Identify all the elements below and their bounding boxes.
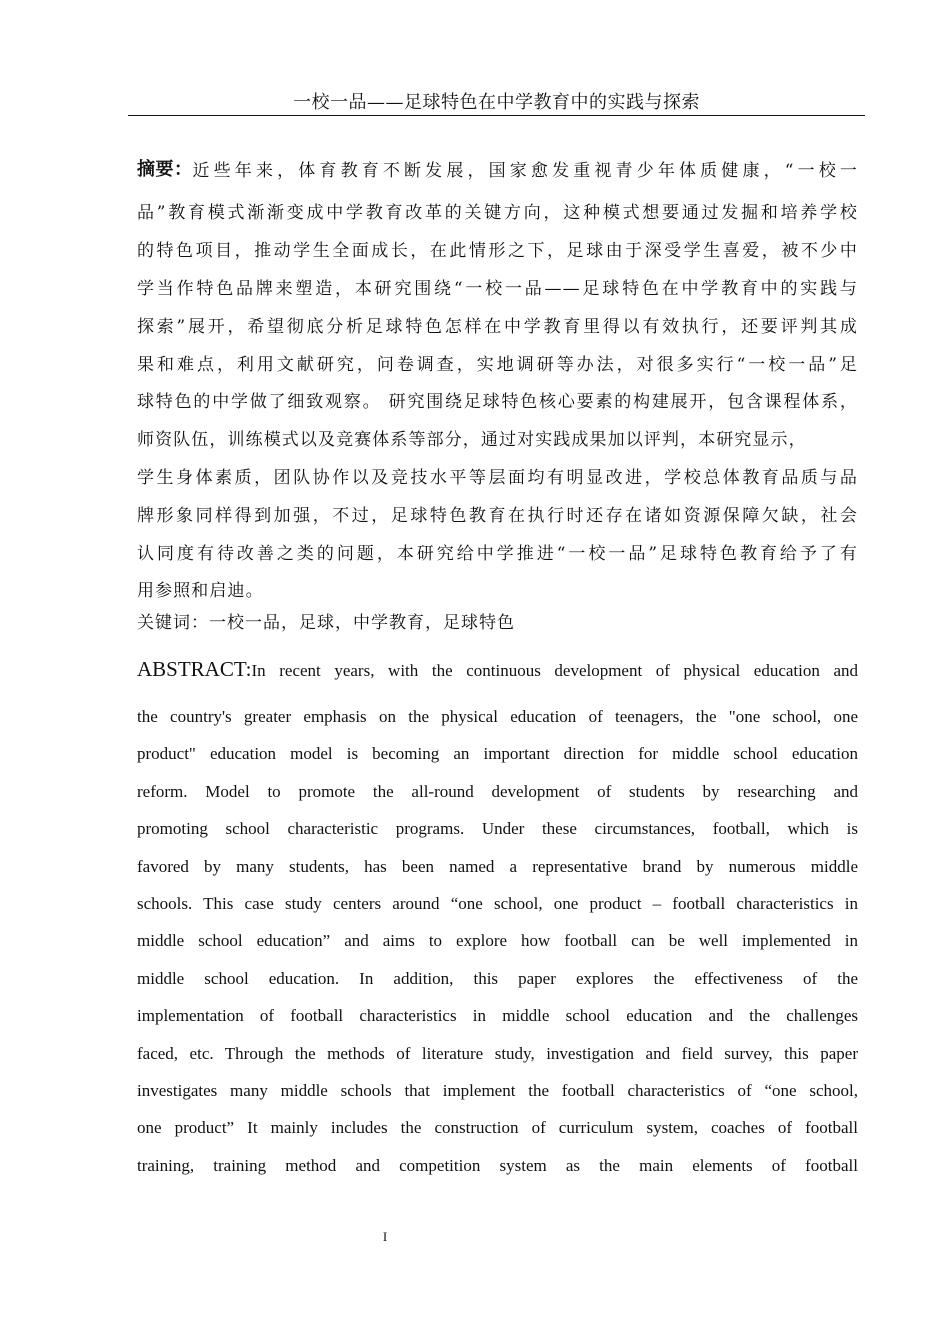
chinese-abstract-text: 学生身体素质，团队协作以及竞技水平等层面均有明显改进，学校总体教育品质与品 bbox=[137, 467, 858, 488]
chinese-abstract-text: 果和难点，利用文献研究，问卷调查，实地调研等办法，对很多实行“一校一品”足 bbox=[137, 354, 858, 375]
english-abstract-text: middle school education” and aims to explore how football can be well implemented in bbox=[137, 931, 858, 951]
chinese-abstract-text: 认同度有待改善之类的问题，本研究给中学推进“一校一品”足球特色教育给予了有 bbox=[137, 543, 858, 564]
keywords-line bbox=[137, 608, 858, 633]
english-abstract-text: product" education model is becoming an important direction for middle school education bbox=[137, 744, 858, 764]
english-abstract-text: reform. Model to promote the all-round development of students by researching and bbox=[137, 781, 858, 801]
chinese-abstract-text: 近些年来，体育教育不断发展，国家愈发重视青少年体质健康，“一校一 bbox=[192, 160, 858, 181]
english-abstract bbox=[137, 654, 858, 1188]
english-abstract-text: implementation of football characteristics in middle school education and the challenges bbox=[137, 1006, 858, 1026]
chinese-abstract bbox=[137, 144, 858, 608]
english-abstract-text: In recent years, with the continuous development of physical education and bbox=[251, 661, 858, 680]
keywords-text: 一校一品，足球，中学教育，足球特色 bbox=[209, 613, 515, 633]
chinese-abstract-text: 探索”展开，希望彻底分析足球特色怎样在中学教育里得以有效执行，还要评判其成 bbox=[137, 316, 858, 337]
english-abstract-text: one product” It mainly includes the construction of curriculum system, coaches of football bbox=[137, 1118, 858, 1138]
chinese-abstract-text: 学当作特色品牌来塑造，本研究围绕“一校一品——足球特色在中学教育中的实践与 bbox=[137, 278, 858, 299]
english-abstract-text: schools. This case study centers around “one school, one product – football characteristics in bbox=[137, 893, 858, 913]
chinese-abstract-line bbox=[137, 144, 858, 192]
english-abstract-text: favored by many students, has been named a representative brand by numerous middle bbox=[137, 856, 858, 876]
english-abstract-line bbox=[137, 654, 858, 702]
chinese-abstract-text: 球特色的中学做了细致观察。 研究围绕足球特色核心要素的构建展开，包含课程体系， bbox=[137, 392, 858, 413]
header-rule bbox=[128, 115, 865, 116]
chinese-abstract-text: 的特色项目，推动学生全面成长，在此情形之下，足球由于深受学生喜爱，被不少中 bbox=[137, 241, 858, 262]
english-abstract-text: investigates many middle schools that implement the football characteristics of “one school, bbox=[137, 1080, 858, 1100]
english-abstract-text: middle school education. In addition, this paper explores the effectiveness of the bbox=[137, 968, 858, 988]
english-abstract-text: the country's greater emphasis on the physical education of teenagers, the "one school, one bbox=[137, 707, 858, 726]
chinese-abstract-text: 牌形象同样得到加强，不过，足球特色教育在执行时还存在诸如资源保障欠缺，社会 bbox=[137, 505, 858, 526]
running-header: 一校一品——足球特色在中学教育中的实践与探索 bbox=[293, 92, 700, 113]
page-number: I bbox=[382, 1229, 388, 1244]
chinese-abstract-label: 摘要： bbox=[137, 159, 193, 180]
english-abstract-text: training, training method and competition system as the main elements of football bbox=[137, 1155, 858, 1175]
keywords-label: 关键词： bbox=[137, 613, 209, 633]
english-abstract-label: ABSTRACT: bbox=[137, 657, 252, 681]
chinese-abstract-text: 品”教育模式渐渐变成中学教育改革的关键方向，这种模式想要通过发掘和培养学校 bbox=[137, 203, 858, 224]
english-abstract-text: promoting school characteristic programs. Under these circumstances, football, which is bbox=[137, 819, 858, 839]
english-abstract-text: faced, etc. Through the methods of literature study, investigation and field survey, this paper bbox=[137, 1043, 858, 1063]
chinese-abstract-text: 师资队伍，训练模式以及竞赛体系等部分，通过对实践成果加以评判，本研究显示， bbox=[137, 430, 807, 451]
chinese-abstract-text: 用参照和启迪。 bbox=[137, 581, 264, 602]
